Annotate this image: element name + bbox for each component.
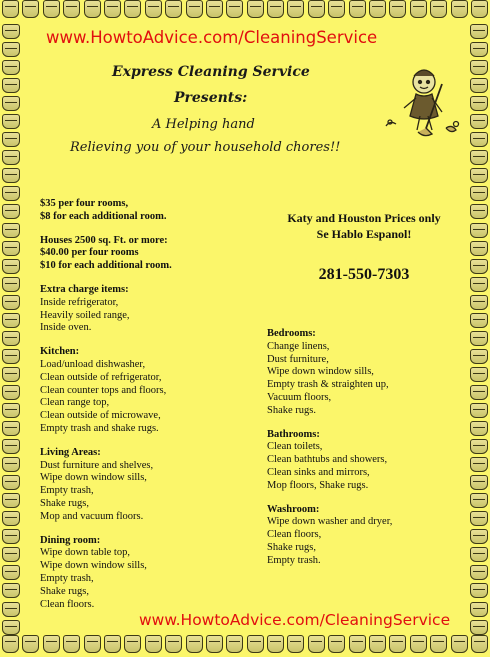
bucket-icon bbox=[22, 0, 39, 18]
top-border bbox=[0, 0, 490, 24]
kitchen-section: Kitchen: Load/unload dishwasher, Clean outside of refrigerator, Clean counter tops and floors, Clean range top, Clean outside of microwave, Empty trash and shake rugs. bbox=[40, 346, 167, 434]
bucket-icon bbox=[470, 583, 488, 598]
bucket-icon bbox=[287, 635, 304, 653]
right-border bbox=[468, 24, 490, 635]
bucket-icon bbox=[2, 493, 20, 508]
bucket-icon bbox=[349, 635, 366, 653]
helping-hand-tagline: A Helping hand bbox=[152, 117, 255, 132]
bucket-icon bbox=[2, 42, 20, 57]
bucket-icon bbox=[369, 0, 386, 18]
bucket-icon bbox=[369, 635, 386, 653]
bucket-icon bbox=[470, 241, 488, 256]
bucket-icon bbox=[287, 0, 304, 18]
bucket-icon bbox=[2, 295, 20, 310]
bucket-icon bbox=[430, 635, 447, 653]
bucket-icon bbox=[470, 204, 488, 219]
bucket-icon bbox=[63, 635, 80, 653]
bucket-icon bbox=[2, 259, 20, 274]
washroom-section: Washroom: Wipe down washer and dryer, Clean floors, Shake rugs, Empty trash. bbox=[267, 503, 393, 566]
bucket-icon bbox=[471, 635, 488, 653]
bucket-icon bbox=[470, 186, 488, 201]
bucket-icon bbox=[470, 259, 488, 274]
bucket-icon bbox=[84, 0, 101, 18]
cleaning-lady-icon bbox=[376, 64, 466, 144]
bucket-icon bbox=[43, 0, 60, 18]
bucket-icon bbox=[2, 0, 19, 18]
bucket-icon bbox=[124, 0, 141, 18]
bucket-icon bbox=[410, 635, 427, 653]
bucket-icon bbox=[2, 186, 20, 201]
bucket-icon bbox=[308, 635, 325, 653]
bucket-icon bbox=[470, 96, 488, 111]
bucket-icon bbox=[247, 635, 264, 653]
bucket-icon bbox=[186, 0, 203, 18]
bucket-icon bbox=[2, 60, 20, 75]
bucket-icon bbox=[226, 0, 243, 18]
bucket-icon bbox=[470, 150, 488, 165]
bucket-icon bbox=[104, 0, 121, 18]
bucket-icon bbox=[186, 635, 203, 653]
bucket-icon bbox=[2, 635, 19, 653]
bucket-icon bbox=[165, 0, 182, 18]
bottom-border bbox=[0, 635, 490, 657]
extra-charge-section: Extra charge items: Inside refrigerator, Heavily soiled range, Inside oven. bbox=[40, 283, 130, 334]
presents-heading: Presents: bbox=[174, 90, 248, 106]
bucket-icon bbox=[470, 42, 488, 57]
bucket-icon bbox=[267, 635, 284, 653]
bucket-icon bbox=[470, 168, 488, 183]
bucket-icon bbox=[470, 620, 488, 635]
bucket-icon bbox=[470, 132, 488, 147]
bathrooms-section: Bathrooms: Clean toilets, Clean bathtubs and showers, Clean sinks and mirrors, Mop floors, Shake rugs. bbox=[267, 428, 388, 491]
bucket-icon bbox=[470, 457, 488, 472]
bucket-icon bbox=[470, 602, 488, 617]
bucket-icon bbox=[2, 277, 20, 292]
bucket-icon bbox=[328, 635, 345, 653]
bucket-icon bbox=[470, 439, 488, 454]
bucket-icon bbox=[470, 529, 488, 544]
bucket-icon bbox=[470, 223, 488, 238]
bucket-icon bbox=[2, 547, 20, 562]
bucket-icon bbox=[470, 114, 488, 129]
bucket-icon bbox=[2, 620, 20, 635]
bucket-icon bbox=[43, 635, 60, 653]
bucket-icon bbox=[470, 367, 488, 382]
bucket-icon bbox=[470, 349, 488, 364]
bucket-icon bbox=[410, 0, 427, 18]
large-house-prices: Houses 2500 sq. Ft. or more: $40.00 per four rooms $10 for each additional room. bbox=[40, 234, 172, 272]
bucket-icon bbox=[104, 635, 121, 653]
phone-number[interactable]: 281-550-7303 bbox=[318, 266, 410, 283]
bedrooms-section: Bedrooms: Change linens, Dust furniture, Wipe down window sills, Empty trash & straighten up, Vacuum floors, Shake rugs. bbox=[267, 328, 389, 416]
bucket-icon bbox=[328, 0, 345, 18]
bucket-icon bbox=[471, 0, 488, 18]
bucket-icon bbox=[2, 96, 20, 111]
bucket-icon bbox=[2, 385, 20, 400]
bucket-icon bbox=[2, 583, 20, 598]
bucket-icon bbox=[470, 313, 488, 328]
room-prices: $35 per four rooms, $8 for each additional room. bbox=[40, 198, 167, 222]
bucket-icon bbox=[308, 0, 325, 18]
bucket-icon bbox=[470, 511, 488, 526]
bucket-icon bbox=[206, 635, 223, 653]
bucket-icon bbox=[165, 635, 182, 653]
dining-room-section: Dining room: Wipe down table top, Wipe down window sills, Empty trash, Shake rugs, Clean floors. bbox=[40, 534, 147, 610]
bucket-icon bbox=[2, 204, 20, 219]
bucket-icon bbox=[2, 168, 20, 183]
bucket-icon bbox=[470, 475, 488, 490]
bucket-icon bbox=[2, 24, 20, 39]
bucket-icon bbox=[470, 385, 488, 400]
bucket-icon bbox=[22, 635, 39, 653]
bucket-icon bbox=[247, 0, 264, 18]
bucket-icon bbox=[2, 511, 20, 526]
bucket-icon bbox=[63, 0, 80, 18]
bucket-icon bbox=[2, 602, 20, 617]
bucket-icon bbox=[451, 635, 468, 653]
bucket-icon bbox=[470, 60, 488, 75]
bucket-icon bbox=[2, 78, 20, 93]
bucket-icon bbox=[470, 565, 488, 580]
bucket-icon bbox=[2, 331, 20, 346]
bucket-icon bbox=[226, 635, 243, 653]
right-service-column bbox=[267, 328, 467, 579]
bucket-icon bbox=[84, 635, 101, 653]
bucket-icon bbox=[470, 547, 488, 562]
bucket-icon bbox=[267, 0, 284, 18]
top-website-link[interactable]: www.HowtoAdvice.com/CleaningService bbox=[46, 28, 378, 47]
living-areas-section: Living Areas: Dust furniture and shelves, Wipe down window sills, Empty trash, Shake rugs, Mop and vacuum floors. bbox=[40, 446, 154, 522]
bucket-icon bbox=[2, 475, 20, 490]
bucket-icon bbox=[2, 313, 20, 328]
bucket-icon bbox=[2, 529, 20, 544]
relieving-tagline: Relieving you of your household chores!! bbox=[70, 140, 341, 155]
bucket-icon bbox=[2, 223, 20, 238]
bucket-icon bbox=[470, 331, 488, 346]
bucket-icon bbox=[2, 403, 20, 418]
bucket-icon bbox=[389, 635, 406, 653]
bucket-icon bbox=[470, 78, 488, 93]
bucket-icon bbox=[2, 150, 20, 165]
bucket-icon bbox=[470, 421, 488, 436]
bucket-icon bbox=[2, 439, 20, 454]
bucket-icon bbox=[2, 565, 20, 580]
bucket-icon bbox=[2, 132, 20, 147]
bucket-icon bbox=[2, 421, 20, 436]
bucket-icon bbox=[2, 457, 20, 472]
bucket-icon bbox=[124, 635, 141, 653]
bucket-icon bbox=[430, 0, 447, 18]
bucket-icon bbox=[349, 0, 366, 18]
bucket-icon bbox=[2, 349, 20, 364]
bucket-icon bbox=[2, 114, 20, 129]
bucket-icon bbox=[145, 635, 162, 653]
bucket-icon bbox=[206, 0, 223, 18]
company-name: Express Cleaning Service bbox=[112, 64, 310, 80]
bucket-icon bbox=[470, 24, 488, 39]
bucket-icon bbox=[470, 493, 488, 508]
bucket-icon bbox=[2, 241, 20, 256]
bucket-icon bbox=[470, 295, 488, 310]
bucket-icon bbox=[145, 0, 162, 18]
service-area-note: Katy and Houston Prices only Se Hablo Espanol! bbox=[287, 211, 441, 241]
left-price-column bbox=[40, 198, 255, 622]
bucket-icon bbox=[389, 0, 406, 18]
bucket-icon bbox=[470, 277, 488, 292]
bottom-website-link[interactable]: www.HowtoAdvice.com/CleaningService bbox=[139, 611, 451, 629]
bucket-icon bbox=[470, 403, 488, 418]
bucket-icon bbox=[451, 0, 468, 18]
left-border bbox=[0, 24, 22, 635]
bucket-icon bbox=[2, 367, 20, 382]
